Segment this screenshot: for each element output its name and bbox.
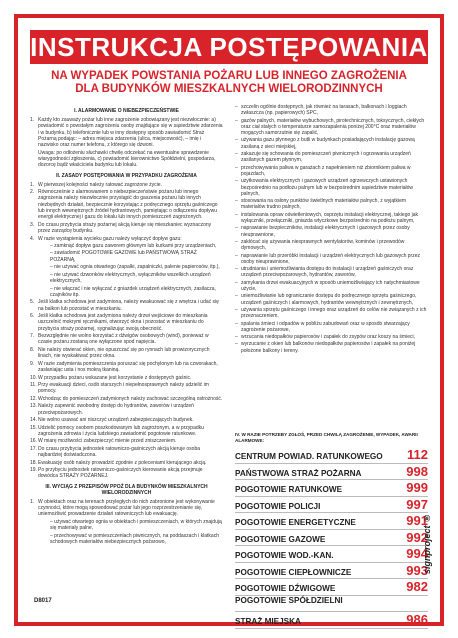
sign-subtitle — [38, 70, 420, 96]
list-item — [30, 425, 223, 438]
rule-text: utrudniania i uniemożliwiania dostępu do instalacji i urządzeń gaśniczych oraz urządzeń przeciwpożarowych, hydrantów, zaworów, — [241, 266, 414, 279]
instruction-sign — [14, 14, 444, 626]
item-number: 13. — [30, 403, 37, 410]
list-item — [30, 382, 223, 395]
rule-text: instalowania opraw oświetleniowych, osprzętu instalacji elektrycznej, takiego jak wyłączniki, przełączniki, gniazda wtyczkowe bezpośrednio na podłożu palnym, — [241, 211, 419, 225]
item-text: Jeśli klatka schodowa jest zadymiona należy drzwi wejściowe do mieszkania uszczelnić mokrymi ręcznikami, otworzyć okna i pozostać w mieszkaniu do przybycia straży pożarnej, sygnalizując swoją obecność. — [38, 313, 208, 332]
phone-service-name: POGOTOWIE POLICJI — [235, 501, 321, 511]
sign-code: D8017 — [34, 598, 52, 604]
phone-number: 997 — [406, 496, 428, 512]
dash-marker: – — [235, 293, 238, 300]
rule-text: wrzucania niedopałków papierosów i zapałek do zsypów oraz koszy na śmieci, — [241, 334, 415, 341]
rule-item — [235, 137, 428, 150]
phone-row — [235, 530, 428, 547]
phone-service-name: POGOTOWIE DŹWIGOWE — [235, 584, 336, 593]
dash-marker: – — [235, 164, 238, 171]
rule-text: naprawianie lub przeróbki instalacji i urządzeń elektrycznych lub gazowych przez osoby nieuprawnione, — [241, 252, 420, 265]
brand-text: signproject ® — [422, 512, 432, 574]
dash-marker: – — [235, 252, 238, 259]
item-text: Udzielić pomocy osobom poszkodowanym lub zagrożonym, a w przypadku zagrożenia zdrowia i życia ludzkiego zawiadomić pogotowie ratunkowe. — [38, 424, 204, 437]
item-number: 15. — [30, 424, 37, 431]
item-text: Każdy kto zauważy pożar lub inne zagrożenie zobowiązany jest niezwłocznie: a) powiadomić o powstałym zagrożeniu osoby znajdujące się w sąsiedztwie zdarzenia i w budynku, b) telefonicznie lub w inny dostępny sposób zawiadomić Straż Pożarną podając: – adres miejsca zdarzenia (ulica, miejscowość), – imię i nazwisko oraz numer telefonu, z którego się dzwoni. — [38, 117, 223, 149]
item-text: – nie używać ognia otwartego (zapalki, zapalniczki, palenie papierosów, itp.), — [50, 264, 220, 271]
phone-number: 993 — [406, 562, 428, 578]
rule-item — [235, 293, 428, 306]
phone-row — [235, 612, 428, 629]
list-item — [30, 222, 223, 235]
item-number: 4. — [30, 235, 35, 242]
dash-marker: – — [235, 198, 238, 205]
item-text: W razie wystąpienia wycieku gazu należy wyłączyć dopływ gazu: — [38, 235, 182, 242]
list-item — [30, 250, 223, 263]
phone-number: 982 — [406, 579, 428, 594]
dash-marker: – — [235, 137, 238, 144]
item-number — [30, 150, 38, 169]
phone-number: 992 — [406, 529, 428, 545]
list-item — [30, 499, 223, 518]
rule-text: używania gazu płynnego z butli w budynkach posiadających instalację gazową zasilaną z sieci miejskiej, — [241, 137, 415, 150]
rule-item — [235, 253, 428, 266]
phone-service-name: POGOTOWIE GAZOWE — [235, 534, 326, 544]
phone-service-name: STRAŻ MIEJSKA — [235, 617, 301, 626]
item-text: Do czasu przybycia straży pożarnej akcją kieruje się mieszkaniec wyznaczony przez zarządcę budynku. — [38, 221, 212, 235]
item-number: 9. — [30, 360, 35, 367]
item-text: – zawiadomić POGOTOWIE GAZOWE lub PAŃSTWOWĄ STRAŻ POŻARNĄ, — [50, 250, 197, 263]
phone-row — [235, 579, 428, 596]
list-item — [30, 460, 223, 466]
section-2-title: II. ZASADY POSTĘPOWANIA W PRZYPADKU ZAGROŻENIA — [56, 172, 197, 179]
item-number: 2. — [30, 189, 35, 196]
section-1-title: I. ALARMOWANIE O NIEBEZPIECZEŃSTWIE — [74, 108, 179, 114]
list-item — [30, 182, 223, 188]
list-item — [30, 361, 223, 374]
phone-row — [235, 480, 428, 497]
item-text: Uwaga: po odłożeniu słuchawki chwilę odczekać na ewentualne sprawdzenie wiarygodności zgłoszenia, c) powiadomić kierownictwo Spółdzielni, gospodarza, dozorcę bądź właściciela budynku lub lokalu. — [38, 149, 216, 169]
item-number: 1. — [30, 181, 35, 188]
right-rules-list — [235, 104, 428, 354]
phone-row — [235, 497, 428, 514]
phone-service-name: POGOTOWIE WOD.-KAN. — [235, 551, 334, 560]
phone-service-name: POGOTOWIE RATUNKOWE — [235, 485, 343, 494]
rule-text: wyrzucanie z okien lub balkonów niedopałków papierosów i zapałek na poniżej położone balkony i tereny. — [241, 341, 416, 354]
rule-item — [235, 239, 428, 252]
list-item — [30, 189, 223, 220]
phone-row — [235, 513, 428, 530]
item-text: – używać otwartego ognia w obiektach i pomieszczeniach, w których znajdują się materiały palne, — [50, 518, 222, 532]
rule-text: uniemożliwianie lub ograniczanie dostępu do podręcznego sprzętu gaśniczego, urządzeń gaśniczych i alarmowych, hydrantów wewnętrznych i zewnętrznych, — [241, 293, 417, 306]
item-number: 3. — [30, 221, 35, 228]
rule-item — [235, 280, 428, 293]
content-columns — [30, 104, 428, 627]
list-item — [30, 347, 223, 360]
item-number: 18. — [30, 459, 37, 466]
rule-text: zakłócać się używania niesprawnych wentylatorów, kominów i przewodów dymowych, — [241, 238, 405, 252]
list-item — [30, 236, 223, 242]
item-text: W przypadku pożaru wskazane jest korzystanie z dostępnych gaśnic. — [38, 374, 192, 381]
rule-item — [235, 341, 428, 354]
dash-marker: – — [235, 211, 238, 218]
rule-item — [235, 225, 428, 238]
dash-marker: – — [235, 334, 238, 341]
list-item — [30, 375, 223, 381]
item-number: 10. — [30, 374, 37, 381]
rule-item — [235, 165, 428, 178]
item-text: W pierwszej kolejności należy ratować zagrożone życie. — [38, 181, 162, 188]
item-text: Do czasu przybycia jednostek ratowniczo-gaśniczych akcją kieruje osoba najbardziej doświadczona. — [38, 445, 201, 459]
dash-marker: – — [235, 279, 238, 286]
item-text: – nie włączać i nie wyłączać z gniazdek urządzeń elektrycznych, zasilacza, czajników itp. — [50, 285, 216, 298]
item-text: Bezwzględnie nie wolno korzystać z dźwigów osobowych (wind), ponieważ w czasie pożaru zostaną one wyłączone spod napięcia. — [38, 333, 209, 346]
list-item — [30, 117, 223, 148]
rule-item — [235, 212, 428, 225]
rule-item — [235, 266, 428, 279]
section-2-list — [30, 182, 223, 480]
rule-text: zamykania drzwi ewakuacyjnych w sposób uniemożliwiający ich natychmiastowe użycie, — [241, 279, 420, 293]
rule-text: szczelin ogólnie dostępnych, jak również na tarasach, balkonach i loggiach zwłaszcza (np. papierowych) SPC, — [241, 104, 407, 117]
phone-row — [235, 447, 428, 464]
item-number — [42, 272, 50, 285]
item-number: 5. — [30, 299, 35, 306]
phone-row — [235, 596, 428, 613]
phone-number: 991 — [406, 513, 428, 528]
item-number — [42, 250, 50, 263]
item-text: – przechowywać w pomieszczeniach piwnicznych, na poddaszach i klatkach schodowych materiałów niebezpiecznych pożarowo, — [50, 532, 219, 545]
phone-number: 998 — [406, 463, 428, 479]
phone-row — [235, 546, 428, 563]
dash-marker: – — [235, 225, 238, 232]
rule-text: zakazuje się schowania do pomieszczeń piwnicznych i ogrzewania urządzeń zasilanych gazem płynnym, — [241, 151, 411, 164]
list-item — [30, 446, 223, 459]
rule-item — [235, 307, 428, 320]
rule-text: gazów palnych, materiałów wybuchowych, pirotechnicznych, toksycznych, ciekłych oraz ciał stałych o temperaturze samozapalenia poniżej 200°C oraz materiałów mogących samorzutnie się zapalić, — [241, 117, 425, 137]
item-number — [42, 519, 50, 532]
rule-item — [235, 334, 428, 340]
list-item — [30, 467, 223, 480]
item-number — [42, 533, 50, 546]
dash-marker: – — [235, 266, 238, 273]
phone-number: 112 — [407, 447, 428, 462]
brand-logo — [422, 513, 432, 574]
sign-title: INSTRUKCJA POSTĘPOWANIA — [30, 32, 428, 62]
item-number: 7. — [30, 333, 35, 340]
item-number: 1. — [30, 498, 35, 505]
item-text: Wchodząc do pomieszczeń zadymionych należy zachować szczególną ostrożność. — [38, 395, 223, 402]
phones-title: IV. W RAZIE POTRZEBY ZGŁOŚ, PRZED CHWILĄ ZAGROŻENIE, WYPADEK, AWARII ALARMOWE: — [235, 432, 418, 443]
item-number: 8. — [30, 346, 35, 353]
rule-item — [235, 178, 428, 197]
rule-item — [235, 118, 428, 137]
rule-text: używania sprzętu gaśniczego i innego oraz urządzeń do celów nie związanych z ich przeznaczeniem, — [241, 306, 427, 320]
item-text: – zamknąć dopływ gazu zaworem głównym lub kurkami przy urządzeniach, — [50, 242, 217, 249]
phone-service-name: PAŃSTWOWA STRAŻ POŻARNA — [235, 468, 362, 478]
rule-text: przechowywania paliwa w garażach z napełnieniem niż zbiornikiem paliwa w pojazdach, — [241, 164, 411, 177]
item-number — [42, 286, 50, 299]
list-item — [30, 264, 223, 270]
item-text: Jeśli klatka schodowa jest zadymiona, należy ewakuować się z wnętrza i udać się na balkon lub pozostać w mieszkaniu. — [38, 299, 219, 312]
list-item — [30, 150, 223, 169]
phone-number: 986 — [406, 612, 428, 627]
dash-marker: – — [235, 341, 238, 348]
item-number: 6. — [30, 313, 35, 320]
subtitle-line-1: NA WYPADEK POWSTANIA POŻARU LUB INNEGO ZAGROŻENIA — [51, 70, 407, 82]
item-number: 12. — [30, 395, 37, 402]
list-item — [30, 438, 223, 444]
phone-number: 994 — [406, 546, 428, 561]
item-number: 16. — [30, 438, 37, 445]
list-item — [30, 417, 223, 423]
phone-row — [235, 563, 428, 580]
phone-service-name: POGOTOWIE ENERGETYCZNE — [235, 518, 356, 527]
list-item — [30, 403, 223, 416]
section-3-list — [30, 499, 223, 545]
rule-item — [235, 321, 428, 334]
phone-service-name: POGOTOWIE SPÓŁDZIELNI — [235, 595, 343, 605]
rule-item — [235, 104, 428, 117]
item-number: 14. — [30, 417, 37, 424]
item-number: 17. — [30, 445, 37, 452]
item-number: 1. — [30, 117, 35, 123]
dash-marker: – — [235, 238, 238, 245]
rule-text: użytkowania elektrycznych i gazowych urządzeń ogrzewczych ustawionych bezpośrednio na podłożu palnym lub w bezpośrednim sąsiedztwie materiałów palnych, — [241, 178, 414, 197]
subtitle-line-2: DLA BUDYNKÓW MIESZKALNYCH WIELORODZINNYCH — [75, 83, 383, 95]
item-text: Nie wolno usuwać ani niszczyć urządzeń zabezpieczających budynek. — [38, 417, 194, 424]
section-3-title: III. WYCIĄG Z PRZEPISÓW PPOŻ DLA BUDYNKÓW MIESZKALNYCH WIELORODZINNYCH — [45, 483, 208, 496]
list-item — [30, 272, 223, 285]
item-text: W miarę możliwości zabezpieczyć mienie przed zniszczeniem. — [38, 438, 177, 445]
rule-item — [235, 151, 428, 164]
phone-list — [235, 447, 428, 629]
emergency-phones — [235, 432, 428, 629]
list-item — [30, 519, 223, 532]
dash-marker: – — [235, 306, 238, 313]
list-item — [30, 313, 223, 332]
list-item — [30, 286, 223, 299]
item-text: Ewakuację osób należy prowadzić zgodnie z poleceniami kierującego akcją. — [38, 459, 207, 466]
dash-marker: – — [235, 178, 238, 185]
dash-marker: – — [235, 320, 238, 327]
phone-row — [235, 464, 428, 481]
list-item — [30, 299, 223, 312]
rule-text: spalania śmieci i odpadów w pobliżu zabudowań oraz w sposób stwarzający zagrożenie pożarowe, — [241, 320, 410, 333]
item-text: W razie zadymienia pomieszczenia poruszać się pochylonym lub na czworakach, zasłaniając usta i nos mokrą tkaniną. — [38, 360, 218, 374]
item-number — [42, 243, 50, 249]
item-number: 11. — [30, 381, 37, 388]
rule-text: naprawianie bezpieczników, instalacji elektrycznych i gazowych przez osoby nieuprawnione, — [241, 225, 410, 238]
item-text: Nie należy otwierać okien, nie opuszczać się po rynnach lub prowizorycznych linach, nie wyskakiwać przez okna. — [38, 346, 210, 360]
item-text: Po przybyciu jednostek ratowniczo-gaśniczych kierowanie akcją przejmuje dowódca STRAŻY POŻARNEJ. — [38, 467, 203, 480]
item-text: Równocześnie z alarmowaniem o niebezpieczeństwie pożaru lub innego zagrożenia należy niezwłocznie przystąpić do gaszenia pożaru lub innych niezbędnych działań, bezpiecznie korzystając z podręcznego sprzętu gaśniczego lub innych wewnętrznych źródeł hydrantowych, pamiętając o odłączeniu dopływu energii elektrycznej i gazu do lokalu lub innych pomieszczeń zagrożonych. — [38, 189, 218, 221]
list-item — [30, 243, 223, 249]
item-number — [42, 264, 50, 270]
item-text: – nie używać dzwonków elektrycznych, wyłączników wszelkich urządzeń elektrycznych, — [50, 271, 211, 285]
dash-marker: – — [235, 104, 238, 110]
item-text: Przy ewakuacji dzieci, osób starszych i niepełnosprawnych należy udzielić im pomocy. — [38, 381, 209, 395]
phone-number: 999 — [406, 480, 428, 495]
phone-service-name: CENTRUM POWIAD. RATUNKOWEGO — [235, 452, 383, 461]
left-column — [30, 104, 223, 604]
item-text: W obiektach oraz na terenach przyległych do nich zabronione jest wykonywanie czynności, które mogą spowodować pożar lub jego rozprzestrzenianie się, uniemożliwić prowadzenie działań ratowniczych lub ewakuację. — [38, 498, 215, 518]
phone-service-name: POGOTOWIE CIEPŁOWNICZE — [235, 567, 352, 577]
rule-text: stosowania na osłony punktów świetlnych materiałów palnych, z wyjątkiem materiałów trudno palnych, — [241, 198, 407, 211]
list-item — [30, 333, 223, 346]
section-1-list — [30, 117, 223, 169]
dash-marker: – — [235, 117, 238, 124]
list-item — [30, 533, 223, 546]
rule-item — [235, 198, 428, 211]
item-text: Należy zapewnić swobodny dostęp do hydrantów, zaworów i urządzeń przeciwpożarowych. — [38, 403, 194, 416]
item-number: 19. — [30, 467, 37, 474]
list-item — [30, 396, 223, 402]
dash-marker: – — [235, 151, 238, 158]
